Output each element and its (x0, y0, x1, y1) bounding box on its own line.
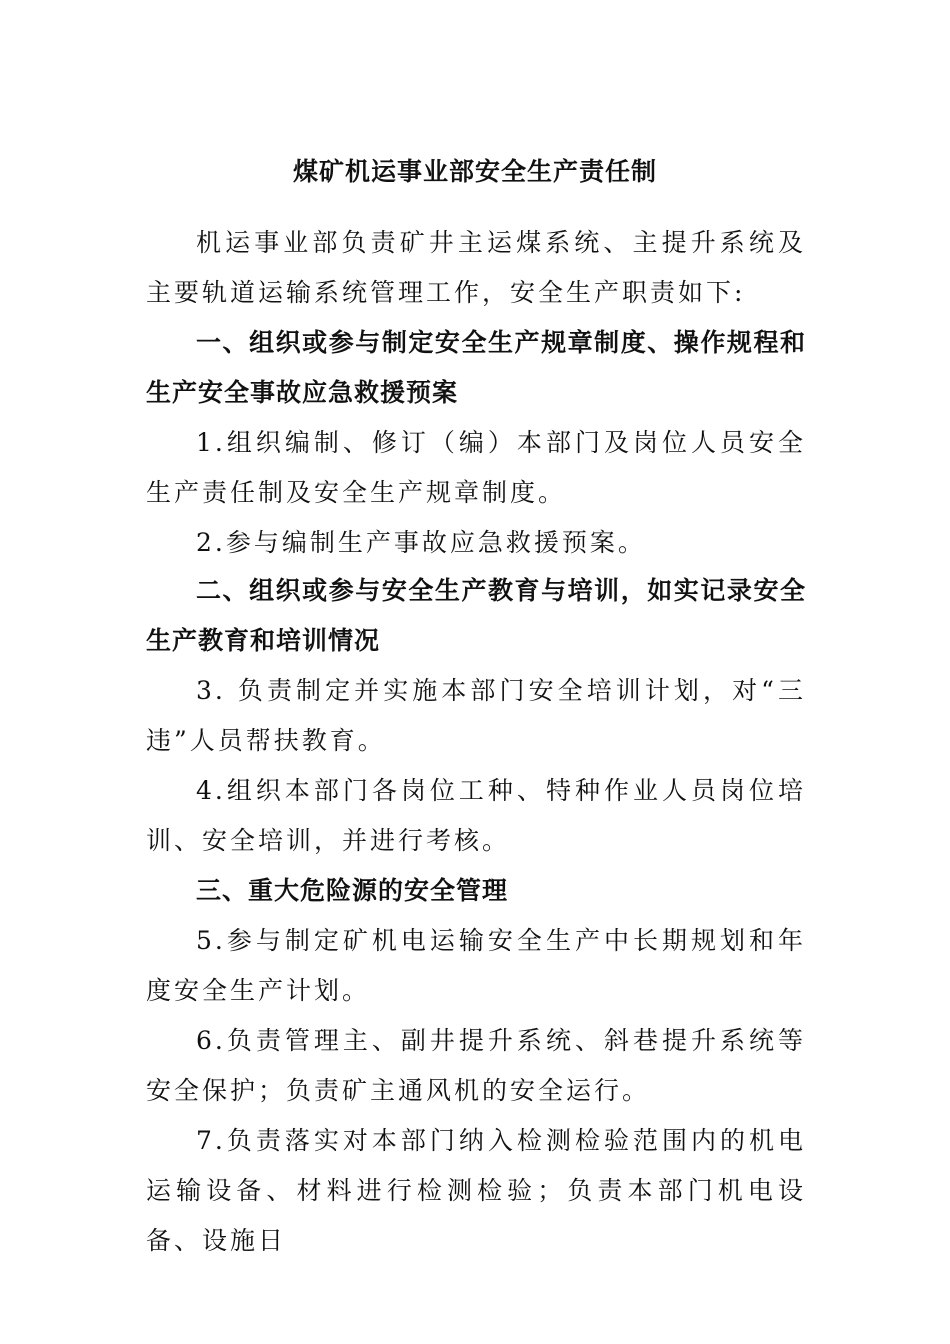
item-2: 2.参与编制生产事故应急救援预案。 (196, 528, 646, 557)
item-6: 6.负责管理主、副井提升系统、斜巷提升系统等安全保护；负责矿主通风机的安全运行。 (146, 1026, 806, 1105)
item-4: 4.组织本部门各岗位工种、特种作业人员岗位培训、安全培训，并进行考核。 (146, 776, 806, 855)
document-title: 煤矿机运事业部安全生产责任制 (292, 157, 657, 186)
section-2-heading: 二、组织或参与安全生产教育与培训，如实记录安全生产教育和培训情况 (146, 576, 806, 655)
intro-paragraph: 机运事业部负责矿井主运煤系统、主提升系统及主要轨道运输系统管理工作，安全生产职责如下: (146, 228, 806, 307)
section-1-heading: 一、组织或参与制定安全生产规章制度、操作规程和生产安全事故应急救援预案 (146, 328, 806, 407)
item-1: 1.组织编制、修订（编）本部门及岗位人员安全生产责任制及安全生产规章制度。 (146, 428, 806, 507)
item-7: 7.负责落实对本部门纳入检测检验范围内的机电运输设备、材料进行检测检验；负责本部门机电设备、设施日 (146, 1126, 806, 1255)
item-5: 5.参与制定矿机电运输安全生产中长期规划和年度安全生产计划。 (146, 926, 806, 1005)
item-3: 3. 负责制定并实施本部门安全培训计划，对“三违”人员帮扶教育。 (146, 676, 806, 755)
section-3-heading: 三、重大危险源的安全管理 (196, 876, 509, 905)
